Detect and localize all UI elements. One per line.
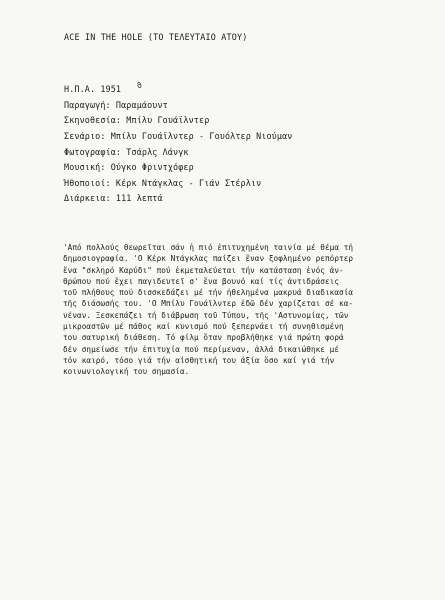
credit-actors: Ήθοποιοί: Κέρκ Ντάγκλας - Γιάν Στέρλιν	[64, 178, 262, 188]
synopsis-line: μικροαστῶν μέ πάθος καί κυνισμό πού ξεπερνάει τή συνηθισμένη	[63, 322, 344, 332]
synopsis-line: νέναν. Ξεσκεπάζει τή διάβρωση τοῦ Τύπου, τῆς 'Αστυνομίας, τῶν	[63, 310, 349, 320]
synopsis-line: θρώπου πού ἔχει παγιδευτεῖ σ' ἕνα βουνό καί τίς ἀντιδράσεις	[63, 276, 340, 286]
synopsis-line: δημοσιογραφία. 'Ο Κέρκ Ντάγκλας παίζει ἕναν ξοφλημένο ρεπόρτερ	[63, 254, 354, 264]
credit-director: Σκηνοθεσία: Μπίλυ Γουάϊλντερ	[64, 115, 210, 125]
document-title: ACE IN THE HOLE (ΤΟ ΤΕΛΕΥΤΑΙΟ ΑΤΟΥ)	[64, 32, 248, 42]
credit-photography: Φωτογραφία: Τσάρλς Λάνγκ	[64, 147, 189, 157]
synopsis-paragraph	[63, 242, 408, 378]
synopsis-line: τοῦ πλήθους πού δισσκεδάζει μέ τήν ἠθελημένα μακρυά διαδικασία	[63, 288, 354, 298]
credit-duration: Διάρκεια: 111 λεπτά	[64, 193, 163, 203]
credit-production: Παραγωγή: Παραμάουντ	[64, 100, 168, 110]
credit-music: Μουσική: Ούγκο Φριντχόφερ	[64, 162, 194, 172]
synopsis-line: κοινωνιολογική του σημασία.	[63, 367, 190, 377]
synopsis-line: δέν σημείωσε τήν ἐπιτυχία πού περίμεναν, ἀλλά δικαιώθηκε μέ	[63, 344, 340, 354]
synopsis-line: τόν καιρό, τόσο γιά τήν αἰσθητική του ἀξία ὅσο καί γιά τήν	[63, 355, 335, 365]
credit-screenplay: Σενάριο: Μπίλυ Γουάϊλντερ - Γουόλτερ Νιούμαν	[64, 131, 293, 141]
pencil-mark: ϑ	[135, 80, 144, 91]
synopsis-line: τῆς διάσωσής του. 'Ο Μπίλυ Γουάϊλντερ ἐδῶ δέν χαρίζεται σέ κα-	[63, 299, 354, 309]
synopsis-line: ἕνα "σκληρό Καρύδι" πού ἐκμεταλεύεται τήν κατάσταση ἑνός ἀν-	[63, 265, 344, 275]
synopsis-line: του σατυρική διάθεση. Τό φίλμ ὅταν προβλήθηκε γιά πρώτη φορά	[63, 333, 344, 343]
synopsis-line: 'Από πολλούς θεωρεῖται σάν ἡ πιό ἐπιτυχημένη ταινία μέ θέμα τή	[63, 243, 354, 252]
credit-country-year: Η.Π.Α. 1951	[64, 84, 122, 94]
